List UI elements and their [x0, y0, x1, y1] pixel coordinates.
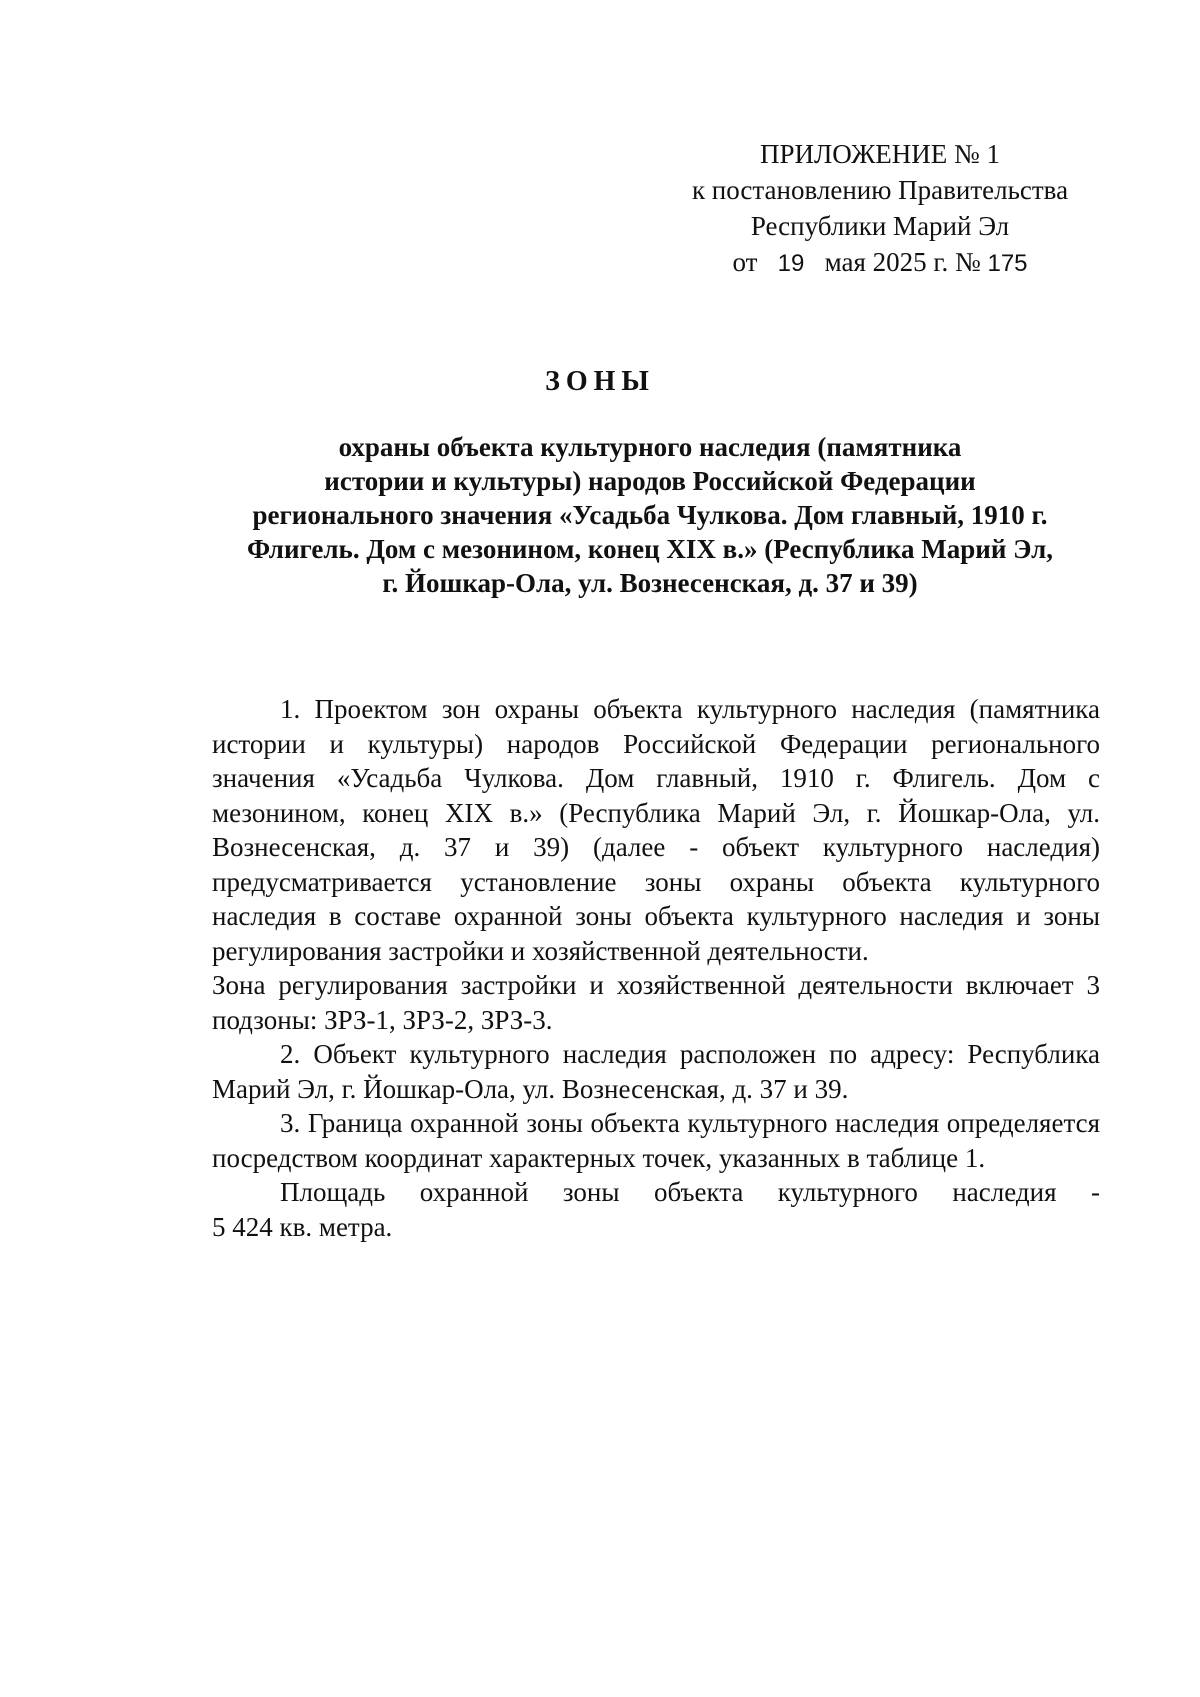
date-prefix: от — [732, 247, 758, 277]
document-title: ЗОНЫ — [545, 366, 655, 397]
area-dash: - — [1090, 1177, 1100, 1207]
paragraph-4-line-2: 5 424 кв. метра. — [212, 1211, 393, 1242]
paragraph-4-line-1 — [212, 1175, 1100, 1210]
document-subtitle — [210, 430, 1090, 600]
subtitle-line-3: регионального значения «Усадьба Чулкова. Дом главный, 1910 г. — [252, 500, 1048, 530]
issuing-authority: Республики Марий Эл — [750, 211, 1010, 241]
date-month-year: мая 2025 г. № — [824, 247, 981, 277]
area-word-1: Площадь — [280, 1177, 386, 1207]
appendix-header — [660, 136, 1100, 282]
paragraph-3: 3. Граница охранной зоны объекта культурного наследия определяется посредством координат характерных точек, указанных в таблице 1. — [212, 1108, 1100, 1173]
paragraph-2: 2. Объект культурного наследия расположен по адресу: Республика Марий Эл, г. Йошкар-Ола, ул. Вознесенская, д. 37 и 39. — [212, 1039, 1100, 1104]
document-number: 175 — [987, 250, 1028, 277]
resolution-date-line — [660, 244, 1100, 282]
paragraph-1-subzones: Зона регулирования застройки и хозяйственной деятельности включает 3 подзоны: ЗРЗ-1, ЗРЗ-2, ЗРЗ-3. — [212, 970, 1100, 1035]
appendix-number: ПРИЛОЖЕНИЕ № 1 — [759, 139, 1001, 169]
paragraph-1: 1. Проектом зон охраны объекта культурного наследия (памятника истории и культуры) народов Российской Федерации регионального значения «Усадьба Чулкова. Дом главный, 1910 г. Флигель. Дом с мезонином, конец XIX в.» (Республика Марий Эл, г. Йошкар-Ола, ул. Вознесенская, д. 37 и 39) (далее - объект культурного наследия) предусматривается установление зоны охраны объекта культурного наследия в составе охранной зоны объекта культурного наследия и зоны регулирования застройки и хозяйственной деятельности. — [212, 694, 1100, 966]
area-word-2: охранной — [419, 1177, 529, 1207]
subtitle-line-1: охраны объекта культурного наследия (памятника — [338, 432, 962, 462]
document-body — [212, 692, 1100, 1244]
subtitle-line-5: г. Йошкар-Ола, ул. Вознесенская, д. 37 и 39) — [382, 568, 918, 598]
area-word-6: наследия — [952, 1177, 1057, 1207]
area-word-3: зоны — [562, 1177, 620, 1207]
subtitle-line-4: Флигель. Дом с мезонином, конец XIX в.» (Республика Марий Эл, — [246, 534, 1054, 564]
resolution-reference: к постановлению Правительства — [691, 175, 1069, 205]
area-word-5: культурного — [777, 1177, 918, 1207]
area-word-4: объекта — [653, 1177, 744, 1207]
subtitle-line-2: истории и культуры) народов Российской Федерации — [324, 466, 976, 496]
date-day: 19 — [777, 250, 805, 277]
